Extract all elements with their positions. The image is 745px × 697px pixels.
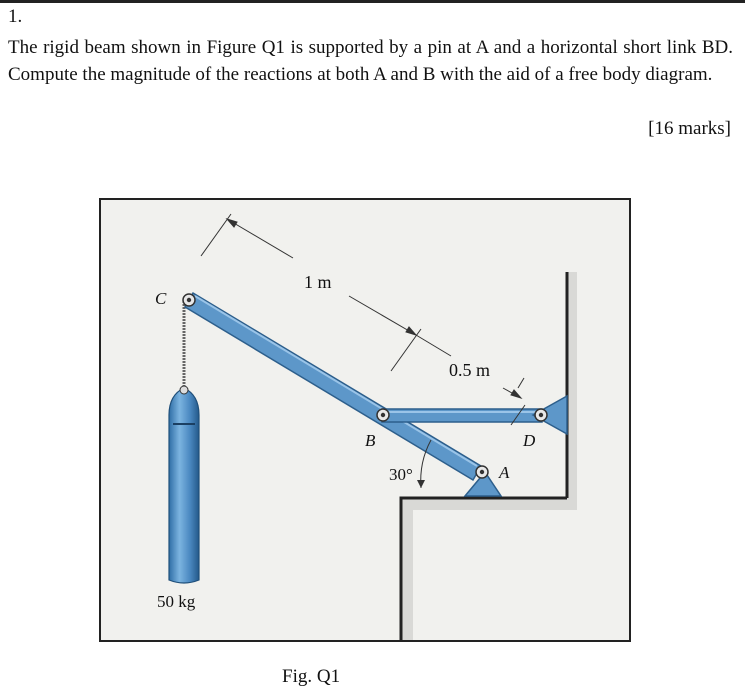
- top-rule: [0, 0, 745, 3]
- label-dim-short: 0.5 m: [449, 360, 491, 380]
- beam-diagram: [101, 200, 629, 640]
- question-text: The rigid beam shown in Figure Q1 is supported by a pin at A and a horizontal short link BD. Compute the magnitude of the reactions at both A and B with the aid of a free body diagram.: [8, 37, 733, 85]
- label-d: D: [523, 431, 536, 450]
- bracket-d: [533, 396, 567, 434]
- label-mass: 50 kg: [157, 592, 196, 611]
- label-c: C: [155, 289, 167, 308]
- dimension-1m: [201, 214, 421, 371]
- right-wall: [567, 272, 577, 498]
- label-a: A: [499, 463, 510, 482]
- floor-ledge: [401, 498, 577, 640]
- figure-caption: Fig. Q1: [282, 666, 341, 687]
- hanging-mass: [169, 386, 199, 583]
- marks-label: [16 marks]: [648, 118, 731, 139]
- label-angle: 30°: [389, 465, 413, 484]
- label-dim-long: 1 m: [304, 272, 332, 292]
- figure-q1: [99, 198, 631, 642]
- question-number: 1.: [8, 6, 23, 27]
- rigid-beam: [183, 293, 481, 480]
- label-b: B: [365, 431, 376, 450]
